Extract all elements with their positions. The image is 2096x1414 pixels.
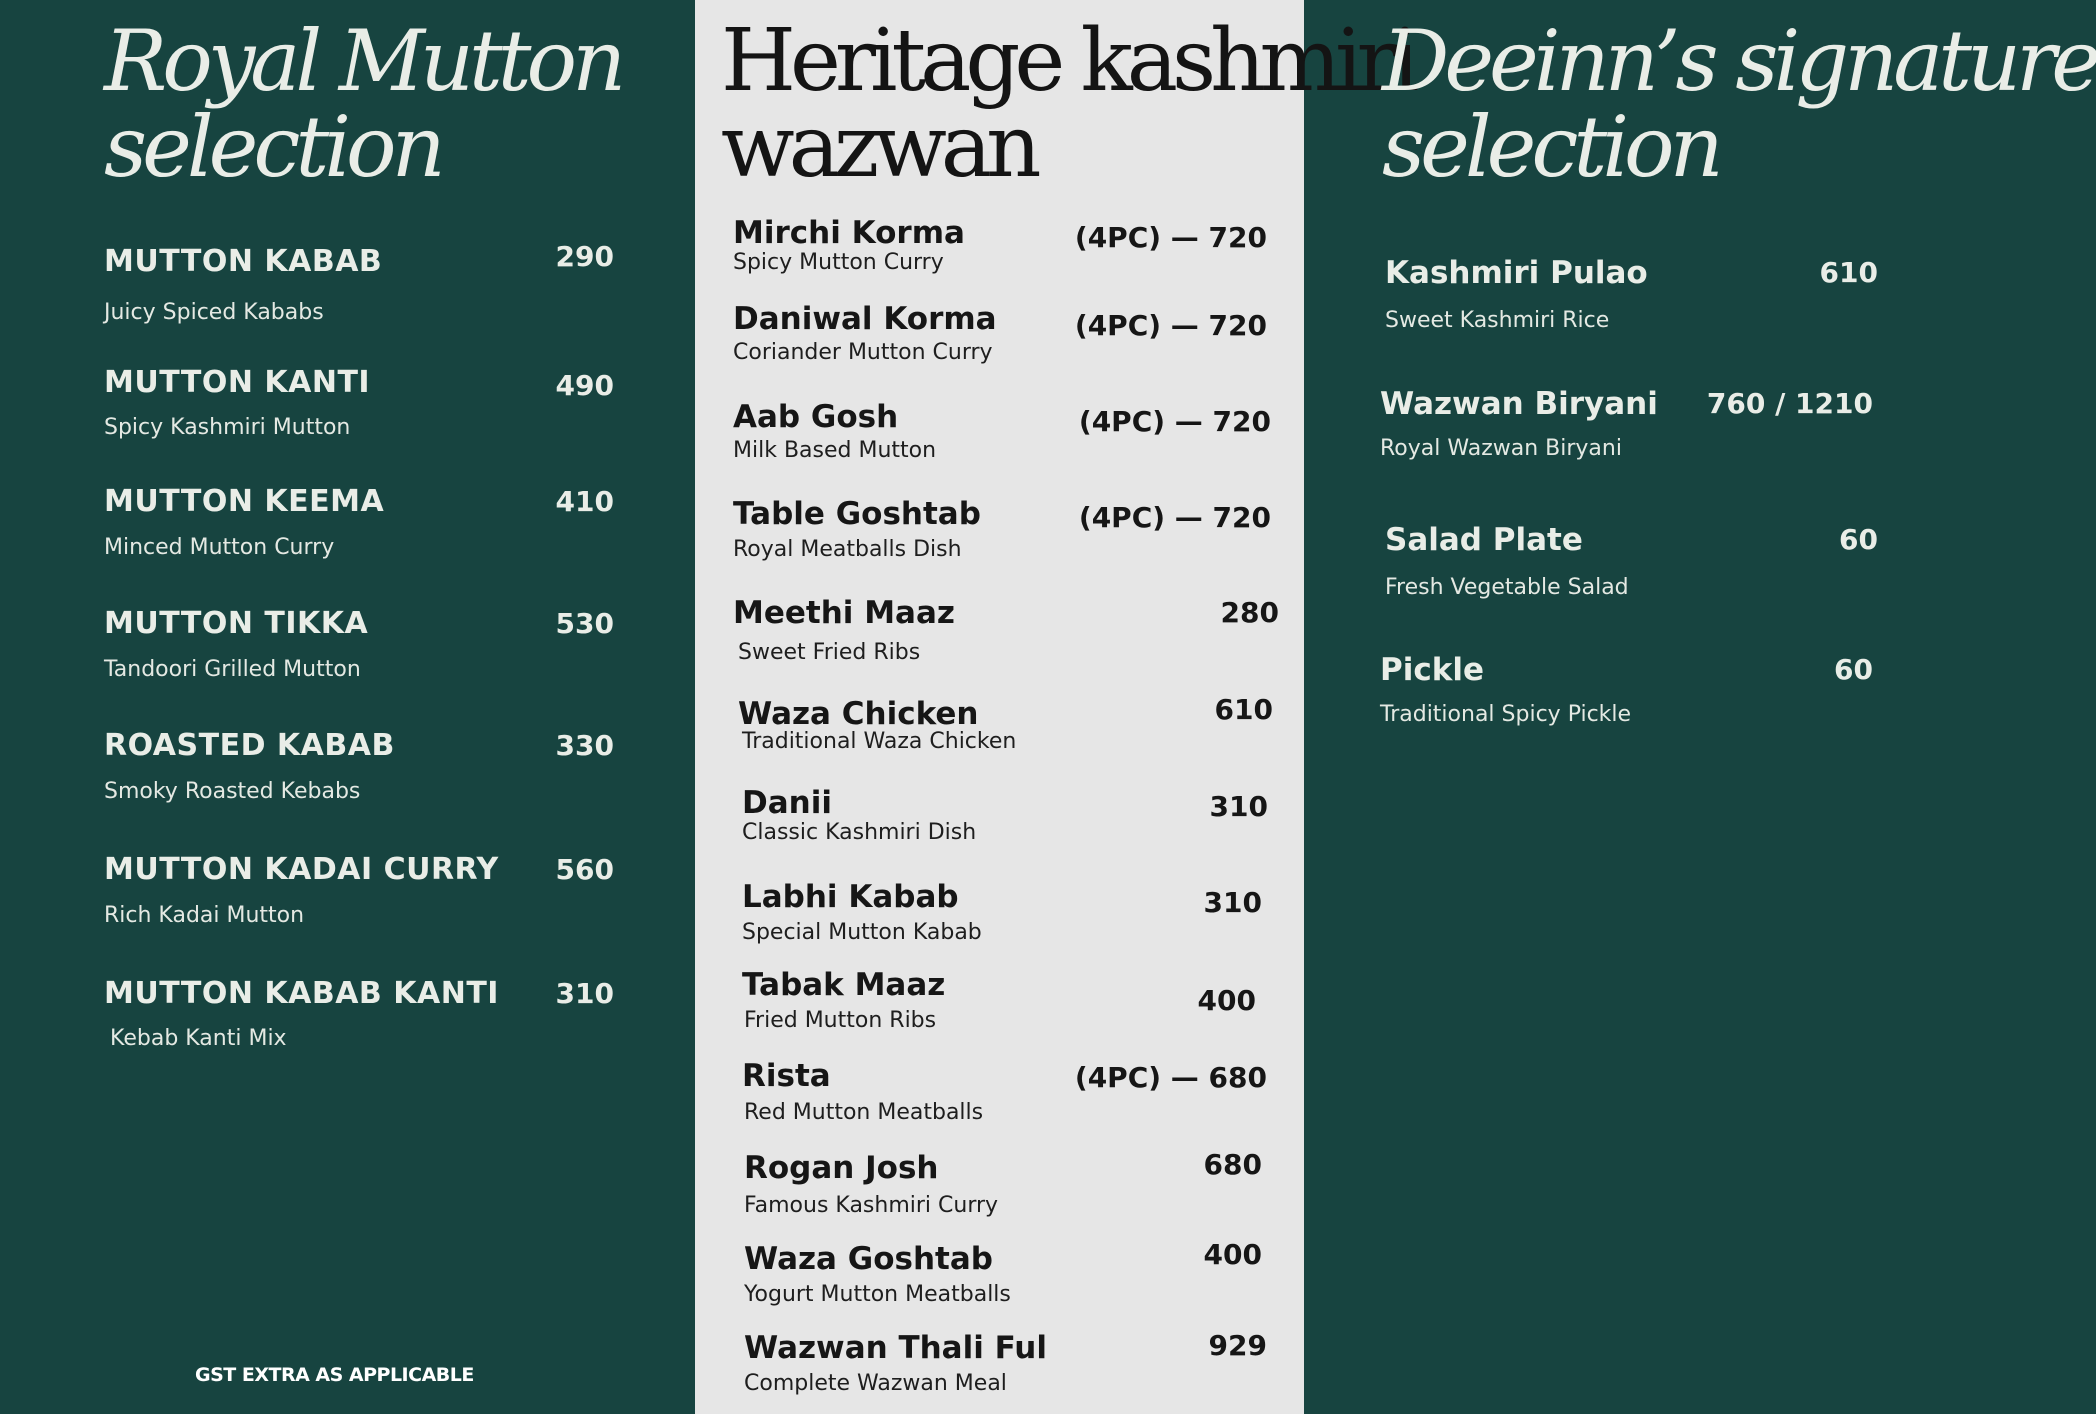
item-price: 400 [1197,984,1256,1017]
item-name: Salad Plate [1385,522,1583,558]
item-description: Sweet Kashmiri Rice [1385,308,1610,333]
item-name: Tabak Maaz [742,967,946,1003]
item-price: 290 [555,240,614,273]
item-description: Sweet Fried Ribs [738,640,921,665]
heading-line-1: Deeinn’s signature [1382,12,2096,110]
item-name: Waza Goshtab [744,1241,993,1277]
item-name: Kashmiri Pulao [1385,255,1648,291]
item-description: Classic Kashmiri Dish [742,820,977,845]
item-description: Rich Kadai Mutton [104,903,305,928]
item-price: 760 / 1210 [1706,387,1873,420]
item-description: Yogurt Mutton Meatballs [744,1282,1011,1307]
heritage-wazwan-panel [695,0,1414,1414]
item-price: 530 [555,607,614,640]
item-description: Royal Meatballs Dish [733,537,962,562]
item-description: Special Mutton Kabab [742,920,982,945]
item-price: 560 [555,853,614,886]
item-description: Complete Wazwan Meal [744,1371,1007,1396]
item-description: Spicy Kashmiri Mutton [104,415,351,440]
signature-selection-heading [1382,12,2096,196]
item-price: 280 [1220,596,1279,629]
item-name: MUTTON KABAB [104,244,383,279]
item-name: Daniwal Korma [733,301,997,337]
item-price: 60 [1839,523,1878,556]
item-description: Fried Mutton Ribs [744,1008,937,1033]
heading-line-1: Heritage kashmiri [721,11,1414,111]
item-name: Rogan Josh [744,1150,939,1186]
item-name: Table Goshtab [733,496,981,532]
heading-line-1: Royal Mutton [104,12,622,110]
item-price: 330 [555,729,614,762]
item-name: MUTTON TIKKA [104,606,369,641]
heading-line-2: selection [104,98,441,196]
item-description: Coriander Mutton Curry [733,340,993,365]
item-description: Spicy Mutton Curry [733,250,944,275]
item-name: MUTTON KANTI [104,365,371,400]
item-name: MUTTON KABAB KANTI [104,976,499,1011]
item-price: 310 [1209,790,1268,823]
item-price: 610 [1214,693,1273,726]
item-name: Waza Chicken [738,696,979,732]
item-price: 929 [1208,1329,1267,1362]
item-name: Mirchi Korma [733,215,965,251]
item-name: Aab Gosh [733,399,899,435]
item-description: Traditional Waza Chicken [742,729,1017,754]
item-description: Juicy Spiced Kababs [104,300,324,325]
item-price: (4PC) — 720 [1078,501,1271,534]
item-price: 310 [1203,886,1262,919]
item-name: ROASTED KABAB [104,728,395,763]
item-price: (4PC) — 720 [1074,309,1267,342]
item-price: 400 [1203,1238,1262,1271]
item-name: Meethi Maaz [733,595,955,631]
item-price: 310 [555,977,614,1010]
item-price: 60 [1834,653,1873,686]
item-name: MUTTON KADAI CURRY [104,852,499,887]
item-name: Rista [742,1058,831,1094]
heading-line-2: wazwan [721,97,1036,197]
item-price: 680 [1203,1148,1262,1181]
gst-footnote: GST EXTRA AS APPLICABLE [195,1364,474,1386]
item-name: Wazwan Biryani [1380,386,1658,422]
item-description: Traditional Spicy Pickle [1380,702,1632,727]
item-description: Kebab Kanti Mix [110,1026,287,1051]
item-name: MUTTON KEEMA [104,484,385,519]
item-description: Minced Mutton Curry [104,535,335,560]
item-description: Royal Wazwan Biryani [1380,436,1622,461]
item-price: 610 [1819,256,1878,289]
item-name: Danii [742,785,832,821]
heritage-wazwan-heading [721,11,1414,197]
item-price: 490 [555,369,614,402]
item-price: (4PC) — 720 [1078,405,1271,438]
item-price: (4PC) — 720 [1074,221,1267,254]
item-price: (4PC) — 680 [1074,1061,1267,1094]
royal-mutton-heading [104,12,622,196]
item-description: Smoky Roasted Kebabs [104,779,361,804]
item-description: Tandoori Grilled Mutton [104,657,361,682]
item-price: 410 [555,485,614,518]
item-name: Labhi Kabab [742,879,959,915]
item-description: Red Mutton Meatballs [744,1100,984,1125]
item-name: Wazwan Thali Ful [744,1330,1047,1366]
heading-line-2: selection [1382,98,1719,196]
item-description: Fresh Vegetable Salad [1385,575,1629,600]
item-description: Famous Kashmiri Curry [744,1193,999,1218]
item-name: Pickle [1380,652,1484,688]
item-description: Milk Based Mutton [733,438,937,463]
